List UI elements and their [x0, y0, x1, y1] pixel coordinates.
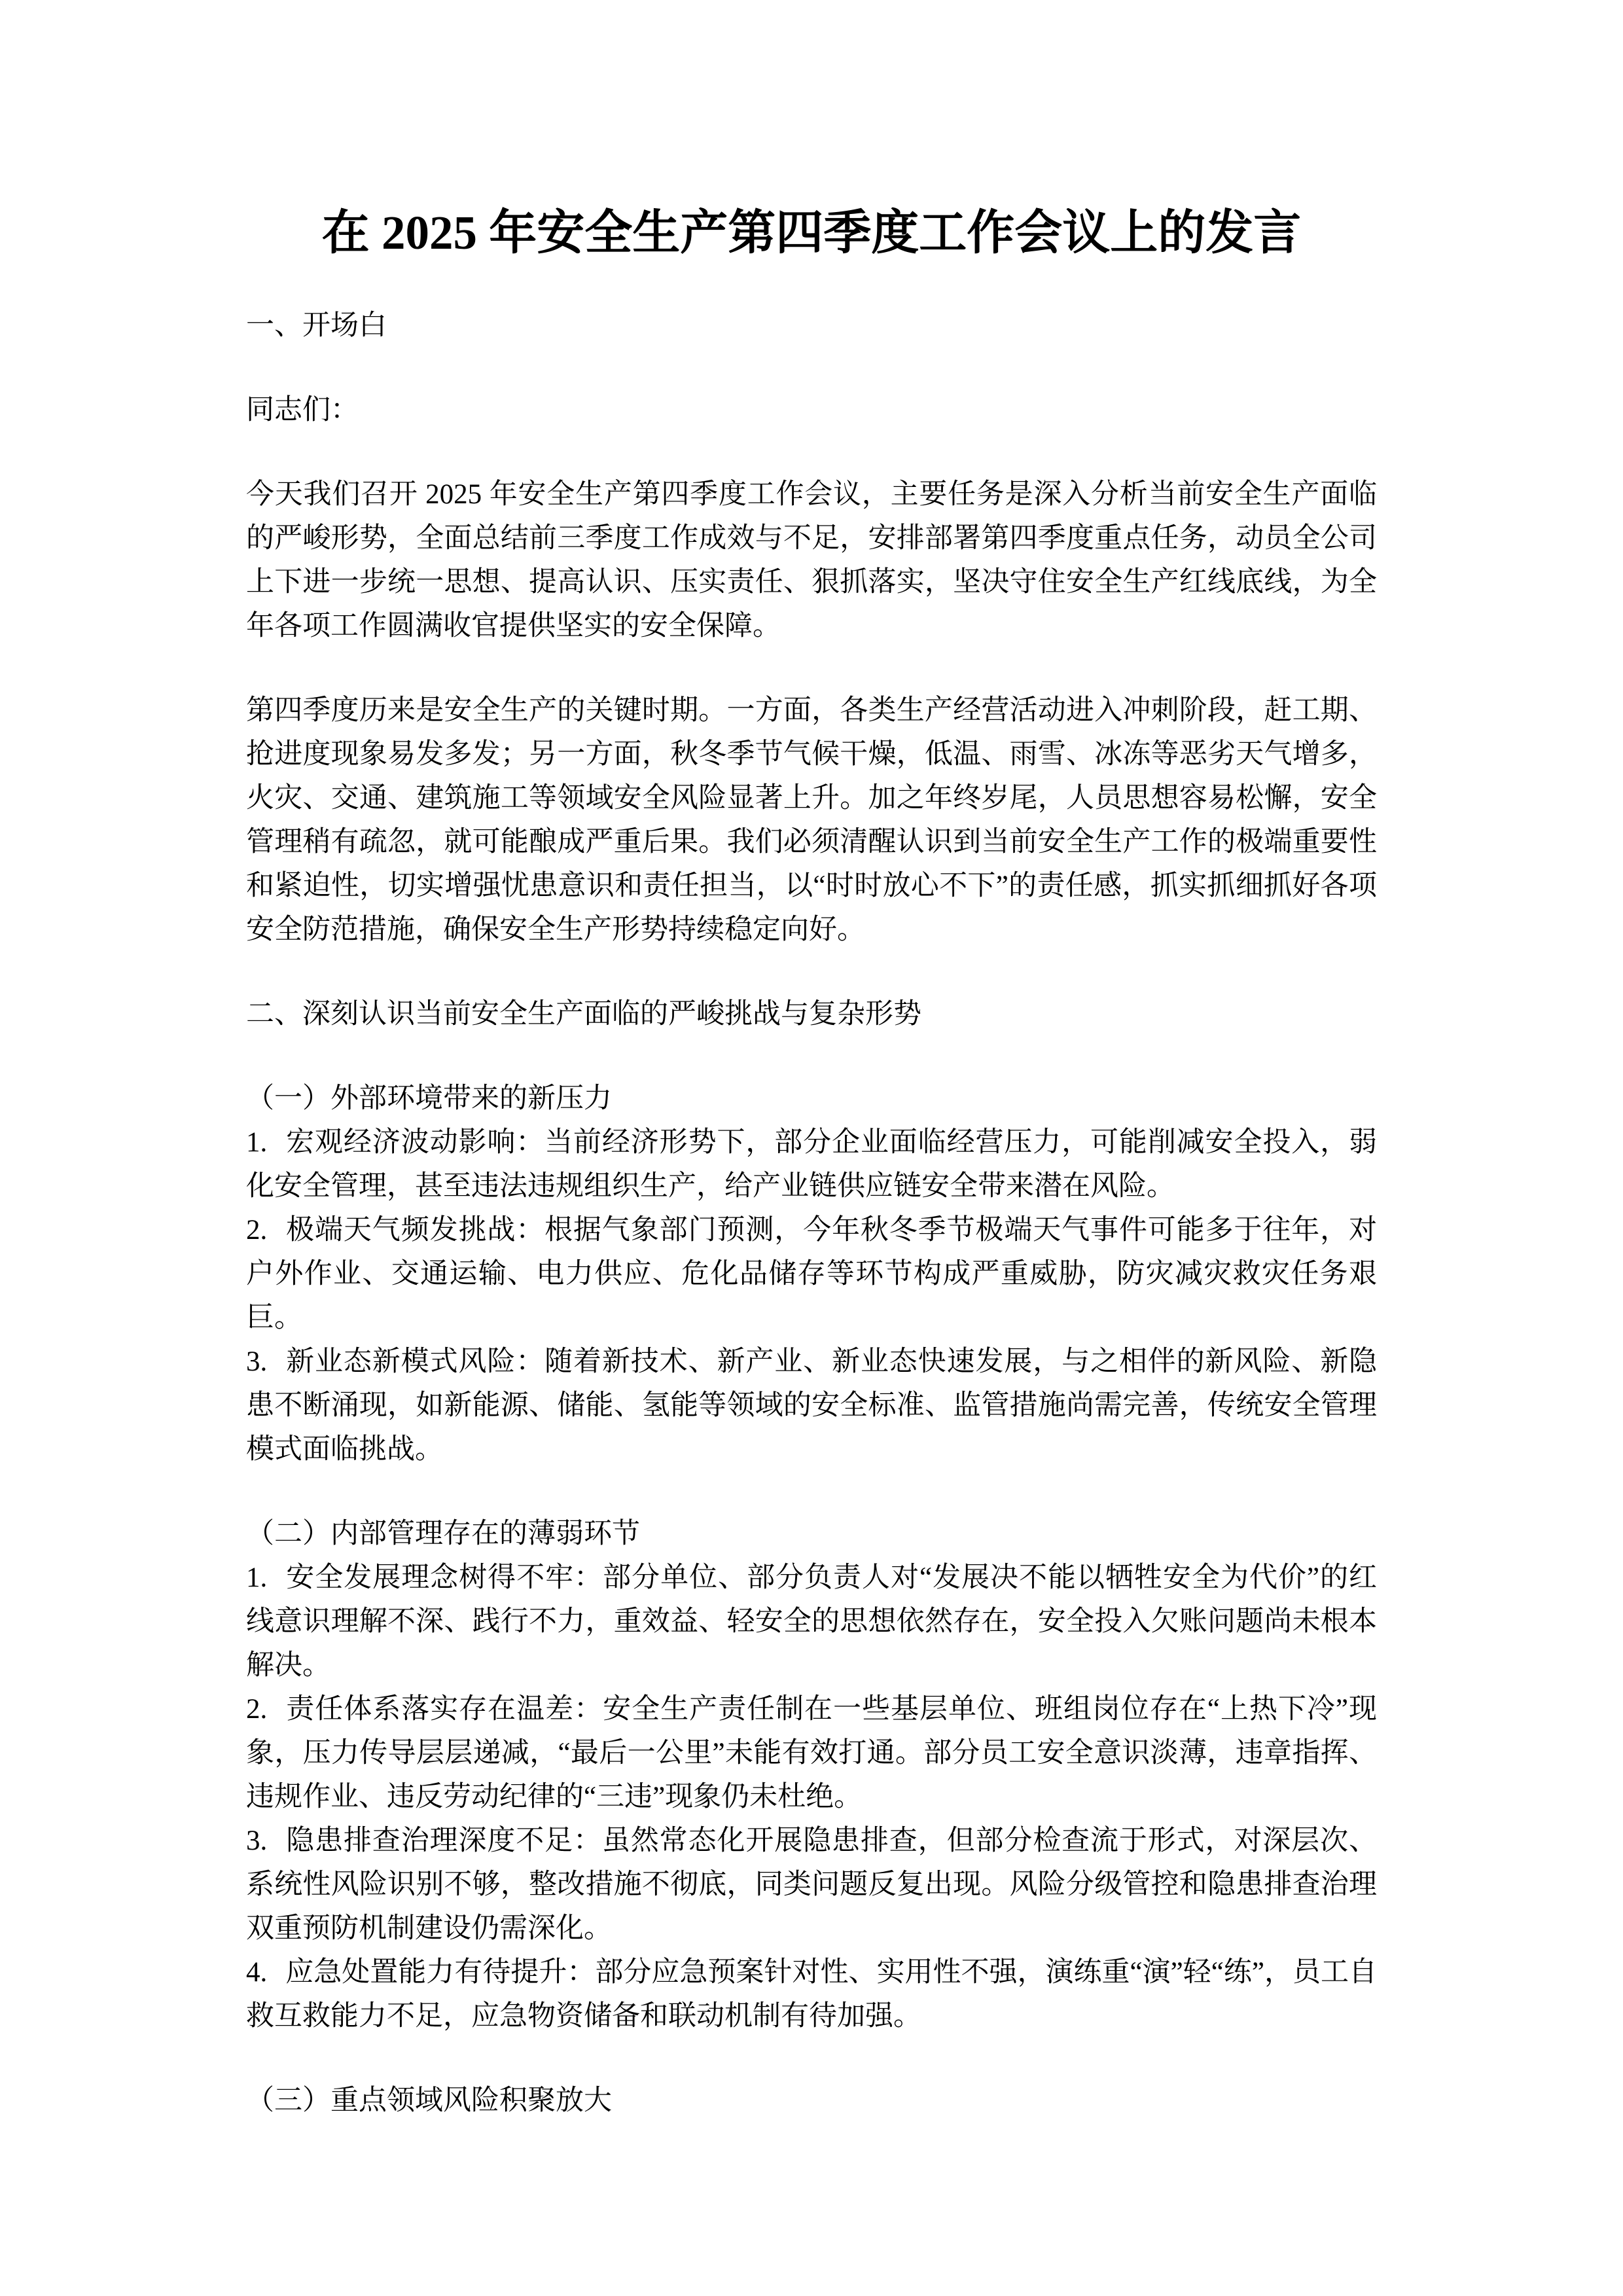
- item-text: 责任体系落实存在温差：安全生产责任制在一些基层单位、班组岗位存在“上热下冷”现象，压力传导层层递减，“最后一公里”未能有效打通。部分员工安全意识淡薄，违章指挥、违规作业、违反劳动纪律的“三违”现象仍未杜绝。: [246, 1694, 1377, 1812]
- section-heading-1: 一、开场白: [246, 310, 387, 341]
- list-item: [246, 1819, 1377, 1950]
- paragraph-opening-tasks: 今天我们召开 2025 年安全生产第四季度工作会议，主要任务是深入分析当前安全生产面临的严峻形势，全面总结前三季度工作成效与不足，安排部署第四季度重点任务，动员全公司上下进一步统一思想、提高认识、压实责任、狠抓落实，坚决守住安全生产红线底线，为全年各项工作圆满收官提供坚实的安全保障。: [246, 479, 1377, 641]
- item-number: 3.: [246, 1825, 268, 1856]
- item-text: 隐患排查治理深度不足：虽然常态化开展隐患排查，但部分检查流于形式，对深层次、系统性风险识别不够，整改措施不彻底，同类问题反复出现。风险分级管控和隐患排查治理双重预防机制建设仍需深化。: [246, 1825, 1377, 1944]
- paragraph-q4-importance: 第四季度历来是安全生产的关键时期。一方面，各类生产经营活动进入冲刺阶段，赶工期、抢进度现象易发多发；另一方面，秋冬季节气候干燥，低温、雨雪、冰冻等恶劣天气增多，火灾、交通、建筑施工等领域安全风险显著上升。加之年终岁尾，人员思想容易松懈，安全管理稍有疏忽，就可能酿成严重后果。我们必须清醒认识到当前安全生产工作的极端重要性和紧迫性，切实增强忧患意识和责任担当，以“时时放心不下”的责任感，抓实抓细抓好各项安全防范措施，确保安全生产形势持续稳定向好。: [246, 695, 1377, 945]
- list-item: [246, 1950, 1377, 2038]
- section-heading-2: 二、深刻认识当前安全生产面临的严峻挑战与复杂形势: [246, 999, 921, 1030]
- item-number: 1.: [246, 1562, 268, 1593]
- list-item: [246, 1340, 1377, 1471]
- item-text: 宏观经济波动影响：当前经济形势下，部分企业面临经营压力，可能削减安全投入，弱化安全管理，甚至违法违规组织生产，给产业链供应链安全带来潜在风险。: [246, 1127, 1377, 1202]
- item-text: 极端天气频发挑战：根据气象部门预测，今年秋冬季节极端天气事件可能多于往年，对户外作业、交通运输、电力供应、危化品储存等环节构成严重威胁，防灾减灾救灾任务艰巨。: [246, 1215, 1377, 1333]
- item-number: 1.: [246, 1127, 268, 1158]
- item-number: 3.: [246, 1346, 268, 1377]
- item-number: 2.: [246, 1694, 268, 1725]
- list-item: [246, 1208, 1377, 1340]
- item-text: 安全发展理念树得不牢：部分单位、部分负责人对“发展决不能以牺牲安全为代价”的红线意识理解不深、践行不力，重效益、轻安全的思想依然存在，安全投入欠账问题尚未根本解决。: [246, 1562, 1377, 1681]
- item-text: 新业态新模式风险：随着新技术、新产业、新业态快速发展，与之相伴的新风险、新隐患不断涌现，如新能源、储能、氢能等领域的安全标准、监管措施尚需完善，传统安全管理模式面临挑战。: [246, 1346, 1377, 1465]
- subsection-heading-external-pressure: （一）外部环境带来的新压力: [246, 1083, 612, 1114]
- subsection-heading-internal-weakness: （二）内部管理存在的薄弱环节: [246, 1518, 640, 1549]
- item-number: 2.: [246, 1215, 268, 1246]
- salutation: 同志们：: [246, 395, 359, 425]
- item-text: 应急处置能力有待提升：部分应急预案针对性、实用性不强，演练重“演”轻“练”，员工自救互救能力不足，应急物资储备和联动机制有待加强。: [246, 1957, 1377, 2032]
- subsection-heading-key-field-risk: （三）重点领域风险积聚放大: [246, 2085, 612, 2116]
- document-title: 在 2025 年安全生产第四季度工作会议上的发言: [321, 206, 1302, 259]
- list-item: [246, 1556, 1377, 1687]
- list-item: [246, 1687, 1377, 1819]
- item-number: 4.: [246, 1957, 268, 1988]
- list-item: [246, 1121, 1377, 1208]
